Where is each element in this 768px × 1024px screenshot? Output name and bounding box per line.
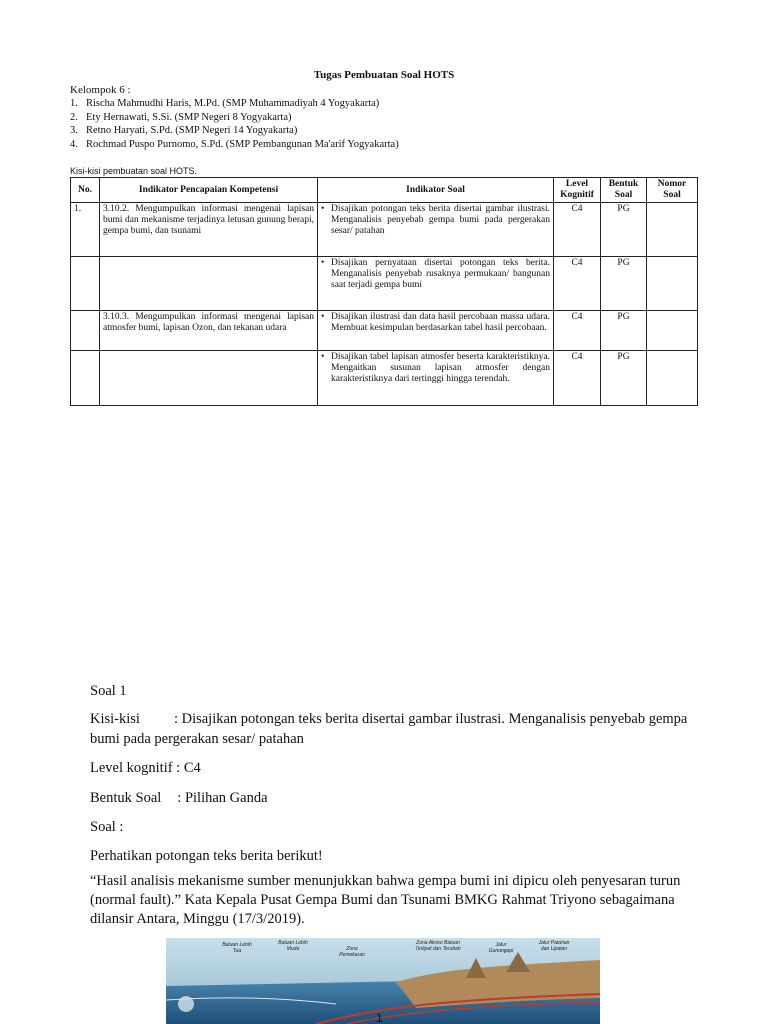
cell-indikator	[318, 257, 554, 311]
cell-no	[71, 311, 100, 351]
cell-level: C4	[554, 203, 601, 257]
bullet: •	[321, 312, 325, 322]
bullet: •	[321, 258, 325, 268]
cell-ipk: 3.10.2. Mengumpulkan informasi mengenai lapisan bumi dan mekanisme terjadinya letusan gunung berapi, gempa bumi, dan tsunami	[100, 203, 318, 257]
indikator-text: Disajikan potongan teks berita disertai gambar ilustrasi. Menganalisis penyebab gempa bumi pada pergerakan sesar/ patahan	[331, 204, 550, 236]
bullet: •	[321, 352, 325, 362]
member-item	[70, 138, 399, 152]
cell-level: C4	[554, 257, 601, 311]
cell-no	[71, 351, 100, 406]
soal-kisi-kisi	[90, 709, 710, 749]
label-batuan-muda: Batuan Lebih Muda	[278, 940, 308, 952]
header-nomor-line2: Soal	[663, 190, 681, 200]
cell-level: C4	[554, 351, 601, 406]
table-header-row	[71, 178, 698, 203]
header-bentuk-line1: Bentuk	[608, 179, 639, 189]
member-number: 1.	[70, 98, 78, 109]
soal-heading: Soal 1	[90, 683, 127, 699]
member-list	[70, 97, 399, 151]
cell-bentuk: PG	[601, 203, 647, 257]
table-row	[71, 311, 698, 351]
label-zona-akresi: Zona Akresi Batuan Terlipat dan Terubah	[415, 940, 461, 952]
cell-no	[71, 257, 100, 311]
indikator-text: Disajikan tabel lapisan atmosfer beserta karakteristiknya. Mengaitkan susunan lapisan atmosfer dengan karakteristiknya dari tertinggi hingga terendah.	[331, 352, 550, 384]
label-zona-pemekaran: Zona Pemekaran	[339, 946, 365, 958]
member-number: 4.	[70, 138, 78, 150]
member-name: Retno Haryati, S.Pd. (SMP Negeri 14 Yogyakarta)	[86, 125, 298, 136]
document-title: Tugas Pembuatan Soal HOTS	[313, 69, 455, 81]
header-bentuk-line2: Soal	[614, 190, 633, 200]
label-batuan-tua: Batuan Lebih Tua	[222, 942, 252, 954]
table-row	[71, 351, 698, 406]
label-jalur-gunungapi: Jalur Gunungapi	[488, 942, 514, 954]
cell-no: 1.	[71, 203, 100, 257]
soal-kisi-text: : Disajikan potongan teks berita disertai gambar ilustrasi. Menganalisis penyebab gempa bumi pada pergerakan sesar/ patahan	[90, 711, 688, 747]
member-name: Rochmad Puspo Purnomo, S.Pd. (SMP Pembangunan Ma'arif Yogyakarta)	[86, 138, 399, 150]
header-bentuk-soal	[601, 178, 647, 203]
indikator-text: Disajikan ilustrasi dan data hasil percobaan massa udara. Membuat kesimpulan berdasarkan tabel hasil percobaan.	[331, 312, 550, 333]
soal-kisi-label: Kisi-kisi	[90, 711, 140, 727]
tectonic-illustration	[166, 938, 600, 1024]
cell-bentuk: PG	[601, 311, 647, 351]
cell-indikator	[318, 203, 554, 257]
member-name: Rischa Mahmudhi Haris, M.Pd. (SMP Muhammadiyah 4 Yogyakarta)	[86, 98, 380, 109]
group-label: Kelompok 6 :	[70, 84, 131, 96]
header-no: No.	[71, 178, 100, 203]
cell-level: C4	[554, 311, 601, 351]
kisi-kisi-caption: Kisi-kisi pembuatan soal HOTS.	[70, 166, 198, 176]
header-nomor-soal	[647, 178, 698, 203]
header-indikator-soal: Indikator Soal	[318, 178, 554, 203]
cell-bentuk: PG	[601, 351, 647, 406]
member-number: 2.	[70, 111, 78, 123]
member-name: Ety Hernawati, S.Si. (SMP Negeri 8 Yogyakarta)	[86, 111, 292, 123]
soal-bentuk	[90, 790, 268, 807]
header-level-line1: Level	[565, 179, 589, 189]
kisi-kisi-table	[70, 177, 698, 406]
illustration-marker: 1	[376, 1011, 383, 1024]
soal-level-kognitif: Level kognitif : C4	[90, 760, 201, 776]
cell-nomor	[647, 203, 698, 257]
cloud-puff	[178, 996, 194, 1012]
header-nomor-line1: Nomor	[657, 179, 687, 189]
cell-nomor	[647, 311, 698, 351]
news-quote: “Hasil analisis mekanisme sumber menunjukkan bahwa gempa bumi ini dipicu oleh penyesaran turun (normal fault).” Kata Kepala Pusat Gempa Bumi dan Tsunami BMKG Rahmat Triyono sebagaimana dilansir Antara, Minggu (17/3/2019).	[90, 873, 681, 927]
header-ipk: Indikator Pencapaian Kompetensi	[100, 178, 318, 203]
cell-nomor	[647, 351, 698, 406]
cell-bentuk: PG	[601, 257, 647, 311]
cell-ipk: 3.10.3. Mengumpulkan informasi mengenai lapisan atmosfer bumi, lapisan Ozon, dan tekanan udara	[100, 311, 318, 351]
table-row	[71, 203, 698, 257]
header-level-kognitif	[554, 178, 601, 203]
soal-bentuk-value: : Pilihan Ganda	[177, 790, 268, 806]
cell-ipk	[100, 351, 318, 406]
member-item	[70, 97, 399, 111]
soal-bentuk-label: Bentuk Soal	[90, 790, 162, 806]
bullet: •	[321, 204, 325, 214]
soal-label: Soal :	[90, 819, 124, 835]
cell-nomor	[647, 257, 698, 311]
member-item	[70, 111, 399, 125]
cell-ipk	[100, 257, 318, 311]
header-level-line2: Kognitif	[560, 190, 594, 200]
cell-indikator	[318, 351, 554, 406]
label-jalur-patahan: Jalur Patahan dan Lipatan	[538, 940, 570, 952]
member-number: 3.	[70, 125, 78, 136]
table-row	[71, 257, 698, 311]
soal-instruction: Perhatikan potongan teks berita berikut!	[90, 848, 323, 864]
cell-indikator	[318, 311, 554, 351]
member-item	[70, 124, 399, 138]
indikator-text: Disajikan pernyataan disertai potongan teks berita. Menganalisis penyebab rusaknya permukaan/ bangunan saat terjadi gempa bumi	[331, 258, 550, 290]
